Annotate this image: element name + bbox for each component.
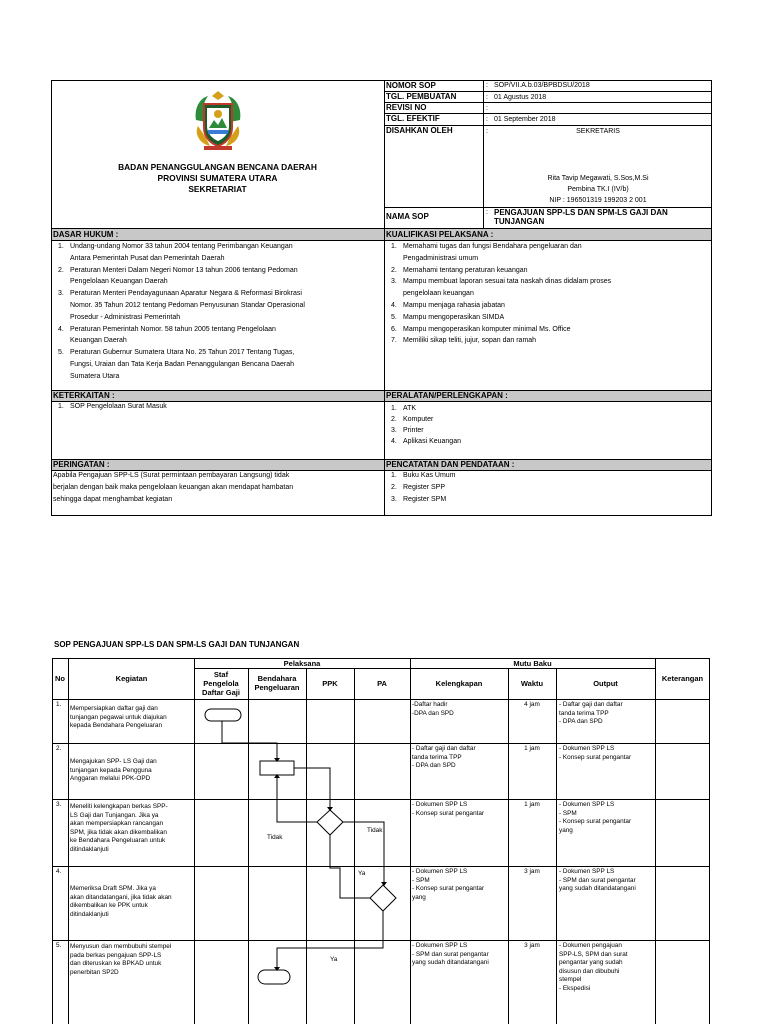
kelengkapan-text: - DPA dan SPD bbox=[412, 762, 456, 770]
label-tidak-1: Tidak bbox=[267, 834, 283, 841]
process-box-bendahara bbox=[260, 761, 294, 775]
kegiatan-text: dan diteruskan ke BPKAD untuk bbox=[70, 960, 162, 968]
signer-nip: NIP : 196501319 199203 2 001 bbox=[549, 197, 647, 204]
kelengkapan-text: - Dokumen SPP LS bbox=[412, 868, 468, 875]
list-text: Nomor. 35 Tahun 2012 tentang Pedoman Penyusunan Standar Operasional bbox=[70, 301, 305, 309]
col-output: Output bbox=[593, 679, 618, 688]
connector-2-3 bbox=[294, 768, 330, 810]
nama-sop-value-line2: TUNJANGAN bbox=[494, 217, 545, 226]
kelengkapan-text: tanda terima TPP bbox=[412, 753, 462, 761]
tgl-efektif-label: TGL. EFEKTIF bbox=[386, 114, 440, 123]
list-number: 3. bbox=[391, 278, 397, 286]
col-no: No bbox=[55, 674, 65, 683]
list-text: Register SPP bbox=[403, 483, 446, 491]
terminator-start bbox=[205, 709, 241, 721]
signer-name: Rita Tavip Megawati, S.Sos,M.Si bbox=[547, 175, 649, 182]
nama-sop-label: NAMA SOP bbox=[386, 212, 429, 221]
output-text: yang sudah ditandatangani bbox=[559, 885, 636, 893]
row-number: 1. bbox=[56, 701, 62, 708]
label-ya-2: Ya bbox=[330, 956, 338, 963]
list-text: Prosedur - Administrasi Pemerintah bbox=[70, 313, 181, 321]
col-pa: PA bbox=[377, 679, 387, 688]
output-text: - Ekspedisi bbox=[559, 985, 591, 992]
kegiatan-text: Menyusun dan membubuhi stempel bbox=[70, 943, 172, 950]
connector-tidak-pa bbox=[330, 835, 370, 898]
kualifikasi-title: KUALIFIKASI PELAKSANA : bbox=[386, 230, 494, 239]
org-name-line1: BADAN PENANGGULANGAN BENCANA DAERAH bbox=[118, 162, 317, 172]
disahkan-value: SEKRETARIS bbox=[576, 128, 620, 135]
col-kegiatan: Kegiatan bbox=[115, 674, 148, 683]
output-text: - Dokumen SPP LS bbox=[559, 801, 615, 808]
nomor-sop-label: NOMOR SOP bbox=[386, 81, 436, 90]
nomor-sop-value: SOP/VII.A.b.03/BPBDSU/2018 bbox=[494, 82, 590, 89]
list-text: Sumatera Utara bbox=[70, 372, 120, 380]
colon: : bbox=[486, 82, 488, 89]
col-bendahara-2: Pengeluaran bbox=[254, 683, 300, 692]
list-text: Antara Pemerintah Pusat dan Pemerintah Daerah bbox=[70, 254, 225, 262]
kelengkapan-text: yang sudah ditandatangani bbox=[412, 959, 489, 967]
list-text: Buku Kas Umum bbox=[403, 472, 456, 479]
list-number: 1. bbox=[58, 403, 64, 410]
list-number: 1. bbox=[391, 472, 397, 479]
list-text: SOP Pengelolaan Surat Masuk bbox=[70, 403, 167, 410]
list-number: 2. bbox=[391, 416, 397, 423]
label-tidak-2: Tidak bbox=[367, 827, 383, 834]
kelengkapan-text: -Daftar hadir bbox=[412, 701, 448, 708]
kegiatan-text: Meneliti kelengkapan berkas SPP- bbox=[70, 803, 168, 810]
list-text: Komputer bbox=[403, 416, 434, 423]
list-text: Register SPM bbox=[403, 495, 447, 503]
waktu-text: 4 jam bbox=[524, 701, 540, 708]
list-number: 2. bbox=[391, 266, 397, 274]
kelengkapan-text: -DPA dan SPD bbox=[412, 709, 454, 717]
list-text: Fungsi, Uraian dan Tata Kerja Badan Penanggulangan Bencana Daerah bbox=[70, 360, 295, 368]
list-text: Printer bbox=[403, 427, 424, 434]
col-ppk: PPK bbox=[322, 679, 338, 688]
kegiatan-text: tunjangan kepada Pengguna bbox=[70, 766, 152, 774]
col-bendahara-1: Bendahara bbox=[257, 674, 297, 683]
output-text: pengantar yang sudah bbox=[559, 959, 623, 967]
row-number: 5. bbox=[56, 942, 62, 949]
kegiatan-text: penerbitan SP2D bbox=[70, 968, 119, 976]
peralatan-title: PERALATAN/PERLENGKAPAN : bbox=[386, 391, 508, 400]
signer-rank: Pembina TK.I (IV/b) bbox=[567, 186, 629, 193]
list-text: Peraturan Menteri Pendayagunaan Aparatur Negara & Reformasi Birokrasi bbox=[70, 290, 302, 298]
label-ya-1: Ya bbox=[358, 870, 366, 877]
kegiatan-text: akan ditandatangani, jika tidak akan bbox=[70, 893, 172, 901]
list-number: 1. bbox=[58, 243, 64, 250]
tgl-efektif-value: 01 September 2018 bbox=[494, 116, 556, 123]
waktu-text: 1 jam bbox=[524, 745, 540, 752]
terminator-end bbox=[258, 970, 290, 984]
col-mutu-baku: Mutu Baku bbox=[513, 659, 552, 668]
col-keterangan: Keterangan bbox=[661, 674, 704, 683]
kegiatan-text: tunjangan pegawai untuk diajukan bbox=[70, 713, 167, 721]
list-text: Keuangan Daerah bbox=[70, 337, 127, 345]
list-text: Pengadministrasi umum bbox=[403, 254, 479, 262]
list-number: 5. bbox=[58, 349, 64, 357]
list-number: 1. bbox=[391, 405, 397, 412]
list-number: 3. bbox=[58, 290, 64, 298]
colon: : bbox=[486, 116, 488, 123]
col-staf-1: Staf bbox=[213, 670, 229, 679]
colon: : bbox=[486, 105, 488, 112]
kelengkapan-text: - SPM dan surat pengantar bbox=[412, 950, 489, 958]
kegiatan-text: ditindaklanjuti bbox=[70, 910, 109, 918]
list-text: Mampu membuat laporan sesuai tata naskah dinas didalam proses bbox=[403, 278, 612, 286]
list-number: 2. bbox=[58, 266, 64, 274]
col-staf-3: Daftar Gaji bbox=[202, 688, 240, 697]
decision-ppk bbox=[317, 810, 343, 835]
row-number: 4. bbox=[56, 868, 62, 875]
colon: : bbox=[486, 209, 488, 216]
list-text: Peraturan Gubernur Sumatera Utara No. 25 Tahun 2017 Tentang Tugas, bbox=[70, 349, 295, 357]
output-text: - Dokumen SPP LS bbox=[559, 868, 615, 875]
list-number: 1. bbox=[391, 243, 397, 250]
waktu-text: 3 jam bbox=[524, 942, 540, 949]
kelengkapan-text: - Konsep surat pengantar bbox=[412, 885, 485, 893]
list-text: Memahami tugas dan fungsi Bendahara pengeluaran dan bbox=[403, 243, 582, 250]
kegiatan-text: dikembalikan ke PPK untuk bbox=[70, 902, 148, 910]
output-text: disusun dan dibubuhi bbox=[559, 967, 620, 975]
tgl-pembuatan-value: 01 Agustus 2018 bbox=[494, 94, 547, 101]
kegiatan-text: ditindaklanjuti bbox=[70, 846, 109, 853]
output-text: - Dokumen SPP LS bbox=[559, 745, 615, 752]
output-text: - Konsep surat pengantar bbox=[559, 818, 632, 826]
kegiatan-text: kepada Bendahara Pengeluaran bbox=[70, 722, 163, 730]
output-text: - DPA dan SPD bbox=[559, 718, 603, 726]
col-pelaksana: Pelaksana bbox=[283, 659, 321, 668]
kegiatan-text: LS Gaji dan Tunjangan. Jika ya bbox=[70, 811, 159, 819]
list-text: Peraturan Pemerintah Nomor. 58 tahun 2005 tentang Pengelolaan bbox=[70, 325, 276, 333]
col-waktu: Waktu bbox=[520, 679, 544, 688]
decision-pa bbox=[370, 885, 396, 911]
list-text: Mampu mengoperasikan SIMDA bbox=[403, 313, 505, 321]
dasar-hukum-title: DASAR HUKUM : bbox=[53, 230, 119, 239]
pencatatan-title: PENCATATAN DAN PENDATAAN : bbox=[386, 460, 515, 469]
waktu-text: 1 jam bbox=[524, 801, 540, 808]
list-text: Memiliki sikap teliti, jujur, sopan dan ramah bbox=[403, 337, 537, 345]
peringatan-line: Apabila Pengajuan SPP-LS (Surat permintaan pembayaran Langsung) tidak bbox=[53, 472, 290, 479]
output-text: SPP-LS, SPM dan surat bbox=[559, 950, 628, 958]
kelengkapan-text: - Dokumen SPP LS bbox=[412, 801, 468, 808]
org-name-line2: PROVINSI SUMATERA UTARA bbox=[157, 173, 278, 183]
kelengkapan-text: - Daftar gaji dan daftar bbox=[412, 745, 476, 752]
colon: : bbox=[486, 94, 488, 101]
kegiatan-text: Mempersiapkan daftar gaji dan bbox=[70, 705, 158, 712]
kelengkapan-text: - SPM bbox=[412, 876, 430, 884]
list-number: 2. bbox=[391, 483, 397, 491]
list-text: Memahami tentang peraturan keuangan bbox=[403, 266, 528, 274]
revisi-label: REVISI NO bbox=[386, 103, 427, 112]
list-number: 4. bbox=[391, 301, 397, 309]
output-text: - SPM bbox=[559, 809, 577, 817]
list-number: 3. bbox=[391, 495, 397, 503]
waktu-text: 3 jam bbox=[524, 868, 540, 875]
kegiatan-text: Anggaran melalui PPK-OPD bbox=[70, 775, 151, 783]
list-number: 5. bbox=[391, 313, 397, 321]
kegiatan-text: ke Bendahara Pengeluaran untuk bbox=[70, 837, 166, 845]
connector-tidak-ppk bbox=[277, 775, 317, 822]
kelengkapan-text: - Konsep surat pengantar bbox=[412, 809, 485, 817]
kelengkapan-text: yang bbox=[412, 893, 426, 901]
list-text: pengelolaan keuangan bbox=[403, 290, 474, 298]
list-text: Pengelolaan Keuangan Daerah bbox=[70, 278, 168, 286]
list-number: 4. bbox=[391, 438, 397, 445]
list-text: Mampu menjaga rahasia jabatan bbox=[403, 301, 505, 309]
connector-1-2 bbox=[222, 721, 277, 761]
row-number: 3. bbox=[56, 801, 62, 808]
output-text: - Daftar gaji dan daftar bbox=[559, 701, 623, 708]
nama-sop-value-line1: PENGAJUAN SPP-LS DAN SPM-LS GAJI DAN bbox=[494, 208, 668, 217]
list-number: 7. bbox=[391, 337, 397, 345]
row-number: 2. bbox=[56, 745, 62, 752]
disahkan-label: DISAHKAN OLEH bbox=[386, 126, 453, 135]
peringatan-line: berjalan dengan baik maka pengelolaan keuangan akan mendapat hambatan bbox=[53, 483, 294, 491]
list-number: 6. bbox=[391, 325, 397, 333]
list-text: ATK bbox=[403, 405, 417, 412]
output-text: yang bbox=[559, 826, 573, 834]
colon: : bbox=[486, 128, 488, 135]
output-text: stempel bbox=[559, 976, 582, 984]
list-text: Peraturan Menteri Dalam Negeri Nomor 13 tahun 2006 tentang Pedoman bbox=[70, 266, 298, 274]
list-text: Undang-undang Nomor 33 tahun 2004 tentang Perimbangan Keuangan bbox=[70, 243, 293, 250]
output-text: - Dokumen pengajuan bbox=[559, 942, 622, 949]
flow-title: SOP PENGAJUAN SPP-LS DAN SPM-LS GAJI DAN TUNJANGAN bbox=[54, 640, 300, 649]
kegiatan-text: Memeriksa Draft SPM. Jika ya bbox=[70, 885, 156, 892]
output-text: - Konsep surat pengantar bbox=[559, 753, 632, 761]
kegiatan-text: Mengajukan SPP- LS Gaji dan bbox=[70, 758, 157, 765]
kegiatan-text: akan mempersiapkan rancangan bbox=[70, 820, 164, 828]
keterkaitan-title: KETERKAITAN : bbox=[53, 391, 115, 400]
kelengkapan-text: - Dokumen SPP LS bbox=[412, 942, 468, 949]
list-text: Aplikasi Keuangan bbox=[403, 438, 461, 445]
output-text: - SPM dan surat pengantar bbox=[559, 876, 636, 884]
list-number: 4. bbox=[58, 325, 64, 333]
col-staf-2: Pengelola bbox=[203, 679, 239, 688]
list-number: 3. bbox=[391, 427, 397, 434]
peringatan-title: PERINGATAN : bbox=[53, 460, 110, 469]
kegiatan-text: SPM, jika tidak akan dikembalikan bbox=[70, 828, 167, 836]
kegiatan-text: pada berkas pengajuan SPP-LS bbox=[70, 951, 162, 959]
list-text: Mampu mengoperasikan komputer minimal Ms. Office bbox=[403, 325, 571, 333]
tgl-pembuatan-label: TGL. PEMBUATAN bbox=[386, 92, 457, 101]
peringatan-line: sehingga dapat menghambat kegiatan bbox=[53, 495, 173, 503]
org-name-line3: SEKRETARIAT bbox=[188, 184, 247, 194]
output-text: tanda terima TPP bbox=[559, 709, 609, 717]
col-kelengkapan: Kelengkapan bbox=[435, 679, 483, 688]
